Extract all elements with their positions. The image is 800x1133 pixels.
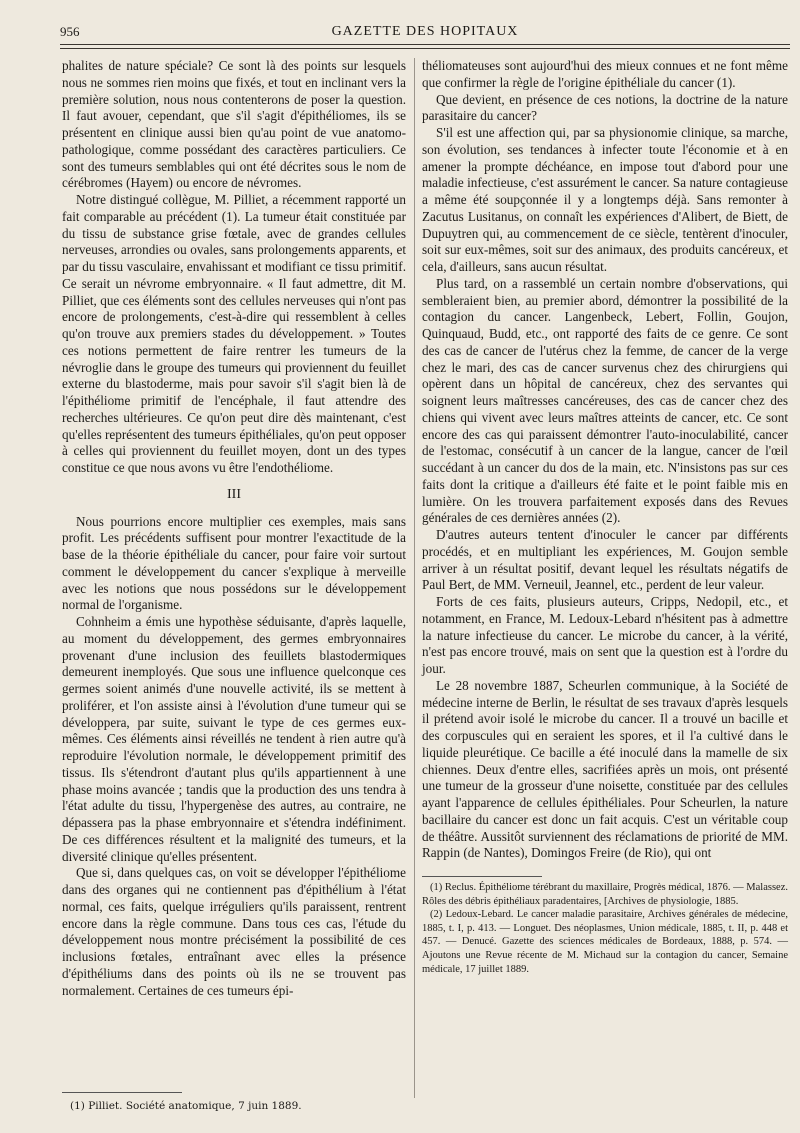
right-paragraph: Plus tard, on a rassemblé un certain nombre d'observations, qui sembleraient bien, au premier abord, démontrer la possibilité de la contagion du cancer. Langenbeck, Lebert, Follin, Goujon, Quinquaud, Budd, etc., ont rapporté des faits de ce genre. Ce sont des cas de cancer de l'utérus chez la femme, de cancer de la verge chez le mari, des cas de cancer survenus chez des chirurgiens qui opèrent dans un hôpital de cancéreux, chez des servantes qui soignent leurs maîtresses cancéreuses, des cas de cancer chez des chiens qui vivent avec leurs maîtres atteints de cancer, etc. Ce sont encore des cas qui paraissent démontrer l'auto-inoculabilité, cancer de l'estomac, consécutif à un cancer de la langue, cancer de l'œil succédant à un cancer du dos de la main, etc. N'insistons pas sur ces faits dont la critique a d'ailleurs été faite et le point faible mis en lumière. On les trouvera parfaitement exposés dans des Revues générales de ces dernières années (2). (422, 275, 788, 526)
right-footnote: (2) Ledoux-Lebard. Le cancer maladie parasitaire, Archives générales de médecine, 1885, t. I, p. 413. — Longuet. Des néoplasmes, Union médicale, 1885, t. II, p. 448 et 457. — Denucé. Gazette des sciences médicales de Bordeaux, 1888, p. 574. — Ajoutons une Revue récente de M. Michaud sur la contagion du cancer, Semaine médicale, 17 juillet 1889. (422, 909, 788, 975)
left-footnote: (1) Pilliet. Société anatomique, 7 juin 1889. (70, 1100, 302, 1112)
footnote-rule (62, 1092, 182, 1093)
page-number: 956 (60, 24, 80, 39)
left-column (62, 58, 406, 999)
section-numeral: III (227, 486, 241, 502)
column-divider (414, 58, 415, 1098)
right-paragraph: Que devient, en présence de ces notions, la doctrine de la nature parasitaire du cancer? (422, 91, 788, 124)
header-rule-bottom (60, 48, 790, 49)
right-column (422, 58, 788, 976)
right-paragraph: D'autres auteurs tentent d'inoculer le cancer par différents procédés, et en multipliant les expériences, M. Goujon semble arriver à un résultat positif, devant lequel les résultats négatifs de Paul Bert, de MM. Verneuil, Jeannel, etc., perdent de leur valeur. (422, 527, 788, 593)
left-paragraph: Cohnheim a émis une hypothèse séduisante, d'après laquelle, au moment du développement, des germes embryonnaires provenant d'une inclusion des feuillets blastodermiques demeurent inemployés. Que sous une influence quelconque ces germes soient animés d'une nouvelle activité, ils se mettent à proliférer, et l'on assiste ainsi à l'évolution d'une tumeur qui se développera, par suite, suivant le type de ces germes eux-mêmes. Ces éléments ainsi réveillés ne tendent à rien autre qu'à reproduire l'évolution normale, le développement primitif des tissus. Ils s'étendront d'autant plus qu'ils appartiennent à une phase moins avancée ; tandis que la production des uns tendra à l'état adulte du tissu, l'hypergenèse des autres, au contraire, ne dépassera pas la phase embryonnaire et s'étendra indéfiniment. De ces différences résultent et la malignité des tumeurs, et la diversité clinique qu'elles présentent. (62, 614, 406, 864)
footnote-rule (422, 876, 542, 877)
running-title: GAZETTE DES HOPITAUX (331, 24, 519, 39)
right-paragraph: Forts de ces faits, plusieurs auteurs, Cripps, Nedopil, etc., et notamment, en France, M. Ledoux-Lebard n'hésitent pas à admettre la nature infectieuse du cancer. Le microbe du cancer, à la vérité, n'est pas encore trouvé, mais on sent que la question est à l'ordre du jour. (422, 594, 788, 676)
header-rule-top (60, 44, 790, 45)
left-paragraph: Notre distingué collègue, M. Pilliet, a récemment rapporté un fait comparable au précédent (1). La tumeur était constituée par du tissu de substance grise fœtale, avec de grandes cellules nerveuses, arrondies ou ovales, sans prolongements apparents, et par du tissu vasculaire, envahissant et modifiant ce tissu primitif. Ce serait un névrome embryonnaire. « Il faut admettre, dit M. Pilliet, que ces éléments sont des cellules nerveuses qui n'ont pas encore de prolongements, c'est-à-dire qui ressemblent à celles qu'on trouve aux premiers stades du développement. » Toutes ces notions permettent de faire rentrer les tumeurs de la névroglie dans le groupe des tumeurs qui proviennent du feuillet externe du blastoderme, mais pour savoir s'il s'agit bien là de l'épithéliome primitif de l'encéphale, il faut attendre des recherches ultérieures. Ce qu'on peut dire dès maintenant, c'est qu'elles représentent des tumeurs épithéliales, qu'on peut opposer à celles qui proviennent du feuillet moyen, dont un des types constitue ce que nous avons vu être l'endothéliome. (62, 192, 406, 475)
left-paragraph: Nous pourrions encore multiplier ces exemples, mais sans profit. Les précédents suffisent pour montrer l'exactitude de la base de la théorie épithéliale du cancer, pour faire voir surtout comment le développement du cancer s'explique à merveille avec les notions que nous possédons sur le développement normal de l'organisme. (62, 513, 406, 613)
right-paragraph: S'il est une affection qui, par sa physionomie clinique, sa marche, son évolution, ses tendances à infecter toute l'économie et à en amener la prompte déchéance, en impose tout d'abord pour une maladie infectieuse, c'est assurément le cancer. Sa nature contagieuse a même été soupçonnée il y a longtemps déjà. Sans remonter à Zacutus Lusitanus, on connaît les expériences d'Alibert, de Biett, de Dupuytren qui, au commencement de ce siècle, tentèrent d'inoculer, soit sur eux-mêmes, soit sur des animaux, des produits cancéreux, et cela, d'ailleurs, sans aucun résultat. (422, 125, 788, 274)
left-paragraph: Que si, dans quelques cas, on voit se développer l'épithéliome dans des organes qui ne contiennent pas d'épithélium à l'état normal, ces faits, quelque irréguliers qu'ils paraissent, rentrent encore dans la règle commune. Dans tous ces cas, l'étude du développement nous montre précisément la possibilité de ces inclusions fœtales, entraînant avec elles la présence d'épithéliums dans des points où ils ne se trouvent pas normalement. Certaines de ces tumeurs épi- (62, 865, 406, 998)
right-paragraph: théliomateuses sont aujourd'hui des mieux connues et ne font même que confirmer la règle de l'origine épithéliale du cancer (1). (422, 58, 788, 90)
left-paragraph: phalites de nature spéciale? Ce sont là des points sur lesquels nous ne sommes rien moins que fixés, et tout en inclinant vers la première solution, nous nous contenterons de poser la question. Il faut avouer, cependant, que s'il s'agit d'épithéliomes, ils se présentent en clinique aussi bien qu'au point de vue anatomo-pathologique, comme possédant des caractères particuliers. Ce sont des tumeurs semblables qui ont été décrites sous le nom de cérébromes (Hayem) ou encore de névromes. (62, 58, 406, 191)
right-footnote: (1) Reclus. Épithéliome térébrant du maxillaire, Progrès médical, 1876. — Malassez. Rôles des débris épithéliaux paradentaires, [Archives de physiologie, 1885. (422, 882, 788, 907)
right-paragraph: Le 28 novembre 1887, Scheurlen communique, à la Société de médecine interne de Berlin, le résultat de ses travaux d'après lesquels il prétend avoir isolé le microbe du cancer. Il a trouvé un bacille et des corpuscules qui en seraient les spores, et il l'a cultivé dans le liquide pleurétique. Ce bacille a été inoculé dans la mamelle de six chiennes. Deux d'entre elles, sacrifiées après un mois, ont présenté une tumeur de la grosseur d'une noisette, constituée par des cellules ayant l'apparence de cellules épithéliales. Pour Scheurlen, la nature bacillaire du cancer est donc un fait acquis. C'est un véritable coup de théâtre. Aussitôt surviennent des réclamations de priorité de MM. Rappin (de Nantes), Domingos Freire (de Rio), qui ont (422, 677, 788, 861)
